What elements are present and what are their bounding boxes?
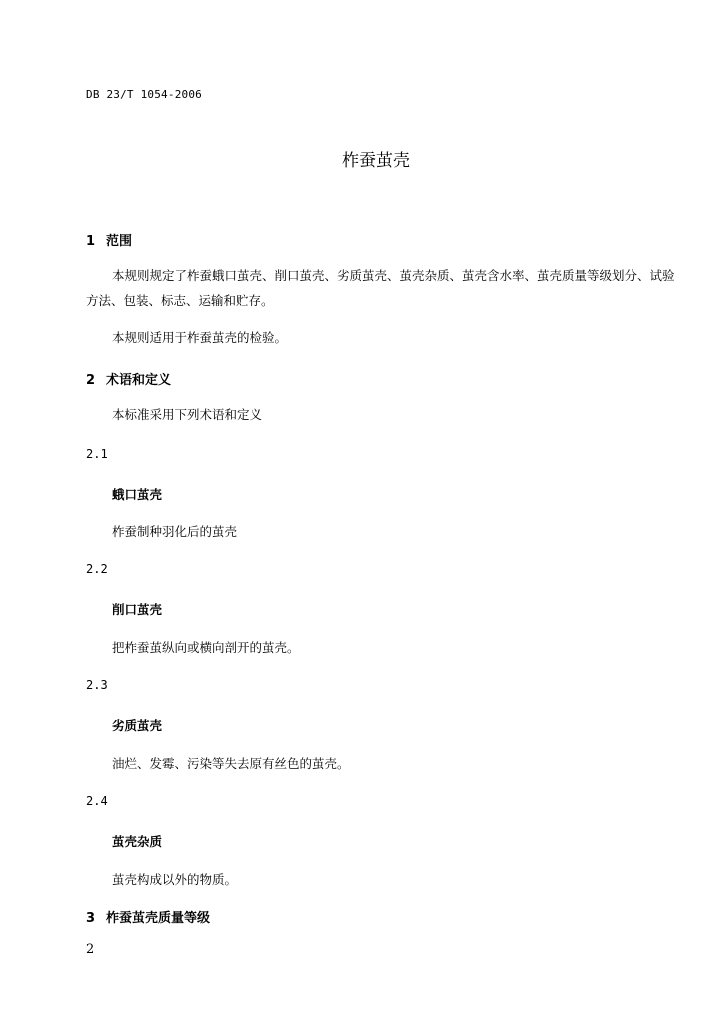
standard-code: DB 23/T 1054-2006 <box>86 88 202 101</box>
term-title: 蛾口茧壳 <box>112 487 163 502</box>
subsection-number: 2.3 <box>86 678 108 692</box>
subsection-number: 2.1 <box>86 447 108 461</box>
section-title: 术语和定义 <box>106 373 172 388</box>
section-number: 2 <box>86 373 96 388</box>
term-definition: 油烂、发霉、污染等失去原有丝色的茧壳。 <box>112 756 350 771</box>
term-definition: 茧壳构成以外的物质。 <box>112 872 238 887</box>
paragraph-scope: 本规则规定了柞蚕蛾口茧壳、削口茧壳、劣质茧壳、茧壳杂质、茧壳含水率、茧壳质量等级划分、试验方法、包装、标志、运输和贮存。 <box>86 268 675 308</box>
section-title: 范围 <box>106 234 133 249</box>
section-number: 1 <box>86 234 96 249</box>
subsection-number: 2.4 <box>86 794 108 808</box>
paragraph-scope-applicability: 本规则适用于柞蚕茧壳的检验。 <box>112 330 288 345</box>
term-title: 劣质茧壳 <box>112 718 163 733</box>
term-definition: 把柞蚕茧纵向或横向剖开的茧壳。 <box>112 640 300 655</box>
term-title: 削口茧壳 <box>112 602 163 617</box>
section-heading-3 <box>86 907 210 926</box>
section-heading-2 <box>86 369 171 388</box>
term-title: 茧壳杂质 <box>112 834 163 849</box>
section-number: 3 <box>86 911 96 926</box>
document-title: 柞蚕茧壳 <box>342 151 410 171</box>
paragraph-terms-intro: 本标准采用下列术语和定义 <box>112 407 263 422</box>
term-definition: 柞蚕制种羽化后的茧壳 <box>112 524 238 539</box>
section-title: 柞蚕茧壳质量等级 <box>106 911 211 926</box>
page-number: 2 <box>86 942 95 957</box>
subsection-number: 2.2 <box>86 562 108 576</box>
section-heading-1 <box>86 230 132 249</box>
